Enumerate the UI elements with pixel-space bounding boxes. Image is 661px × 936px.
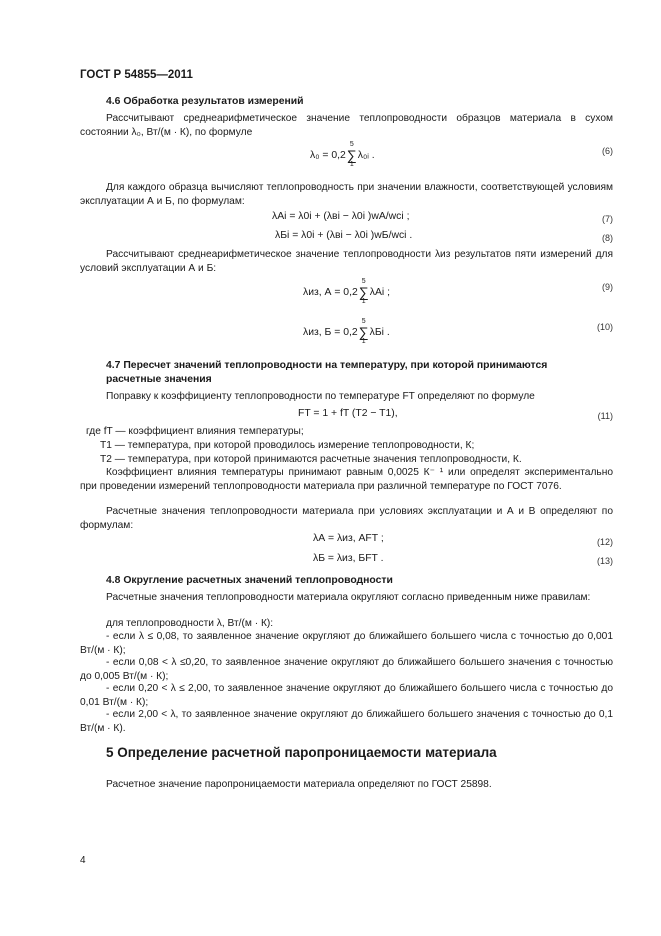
equation-10 bbox=[303, 318, 390, 346]
section-5-title: 5 Определение расчетной паропроницаемости материала bbox=[106, 745, 497, 760]
section-4-8-title: 4.8 Округление расчетных значений теплопроводности bbox=[106, 575, 393, 586]
section-4-8-para-2: для теплопроводности λ, Вт/(м · К): bbox=[106, 618, 274, 629]
eq10-lhs: λиз, Б = 0,2 bbox=[303, 326, 358, 338]
equation-7: λАi = λ0i + (λвi − λ0i )wA/wci ; bbox=[272, 211, 410, 222]
section-4-8-para-1: Расчетные значения теплопроводности материала округляют согласно приведенным ниже правилам: bbox=[106, 592, 591, 603]
rounding-rule-1: - если λ ≤ 0,08, то заявленное значение округляют до ближайшего большего числа с точностью до 0,001 Вт/(м · К); bbox=[80, 631, 613, 656]
equation-11-number: (11) bbox=[597, 411, 613, 421]
equation-8: λБi = λ0i + (λвi − λ0i )wБ/wci . bbox=[275, 230, 413, 241]
page-number: 4 bbox=[80, 855, 86, 866]
sum-symbol: 5 ∑ 1 bbox=[346, 141, 357, 168]
section-4-7-para-3: Расчетные значения теплопроводности материала при условиях эксплуатации и А и В определяют по формулам: bbox=[80, 506, 613, 531]
sum-symbol: 5 ∑ 1 bbox=[358, 278, 369, 305]
where-line-3: T2 — температура, при которой принимаются расчетные значения теплопроводности, К. bbox=[100, 454, 522, 465]
section-4-7-title-line-1: 4.7 Пересчет значений теплопроводности на температуру, при которой принимаются bbox=[106, 360, 548, 371]
section-4-6-title: 4.6 Обработка результатов измерений bbox=[106, 96, 304, 107]
section-4-6-para-1: Рассчитывают среднеарифметическое значение теплопроводности образцов материала в сухом состоянии λ₀, Вт/(м · К), по формуле bbox=[80, 113, 613, 138]
where-line-2: T1 — температура, при которой проводилось измерение теплопроводности, К; bbox=[100, 440, 475, 451]
section-4-7-para-2: Коэффициент влияния температуры принимают равным 0,0025 К⁻ ¹ или определят экспериментально при проведении измерений теплопроводности материала при различной температуре по ГОСТ 7076. bbox=[80, 467, 613, 492]
sum-symbol: 5 ∑ 1 bbox=[358, 318, 369, 345]
section-4-6-para-3: Рассчитывают среднеарифметическое значение теплопроводности λиз результатов пяти измерений для условий эксплуатации А и Б: bbox=[80, 249, 613, 274]
eq6-term: λ₀ᵢ . bbox=[357, 149, 375, 161]
equation-9 bbox=[303, 278, 390, 306]
equation-6-number: (6) bbox=[602, 146, 613, 156]
where-line-1: где fT — коэффициент влияния температуры; bbox=[86, 426, 304, 437]
section-4-7-para-1: Поправку к коэффициенту теплопроводности по температуре FT определяют по формуле bbox=[106, 391, 535, 402]
equation-13-number: (13) bbox=[596, 556, 613, 566]
section-4-7-title-line-2: расчетные значения bbox=[106, 374, 212, 385]
equation-9-number: (9) bbox=[602, 282, 613, 292]
equation-12-number: (12) bbox=[596, 537, 613, 547]
equation-8-number: (8) bbox=[602, 233, 613, 243]
eq6-lhs: λ₀ = 0,2 bbox=[310, 149, 346, 161]
eq9-lhs: λиз, А = 0,2 bbox=[303, 286, 358, 298]
eq9-term: λAi ; bbox=[369, 286, 390, 298]
equation-13: λБ = λиз, БFT . bbox=[313, 553, 384, 564]
equation-7-number: (7) bbox=[602, 214, 613, 224]
section-4-6-para-2: Для каждого образца вычисляют теплопроводность при значении влажности, соответствующей условиям эксплуатации А и Б, по формулам: bbox=[80, 182, 613, 207]
section-5-para-1: Расчетное значение паропроницаемости материала определяют по ГОСТ 25898. bbox=[106, 779, 492, 790]
rounding-rule-3: - если 0,20 < λ ≤ 2,00, то заявленное значение округляют до ближайшего большего числа с точностью до 0,01 Вт/(м · К); bbox=[80, 683, 613, 708]
equation-6 bbox=[310, 141, 375, 169]
rounding-rule-2: - если 0,08 < λ ≤0,20, то заявленное значение округляют до ближайшего большего значения с точностью до 0,005 Вт/(м · К); bbox=[80, 657, 613, 682]
eq10-term: λБi . bbox=[369, 326, 390, 338]
rounding-rule-4: - если 2,00 < λ, то заявленное значение округляют до ближайшего большего значения с точностью до 0,1 Вт/(м · К). bbox=[80, 709, 613, 734]
equation-10-number: (10) bbox=[596, 322, 613, 332]
equation-11: FT = 1 + fT (T2 − T1), bbox=[298, 408, 398, 419]
equation-12: λА = λиз, АFT ; bbox=[313, 533, 384, 544]
document-header: ГОСТ Р 54855—2011 bbox=[80, 69, 193, 81]
